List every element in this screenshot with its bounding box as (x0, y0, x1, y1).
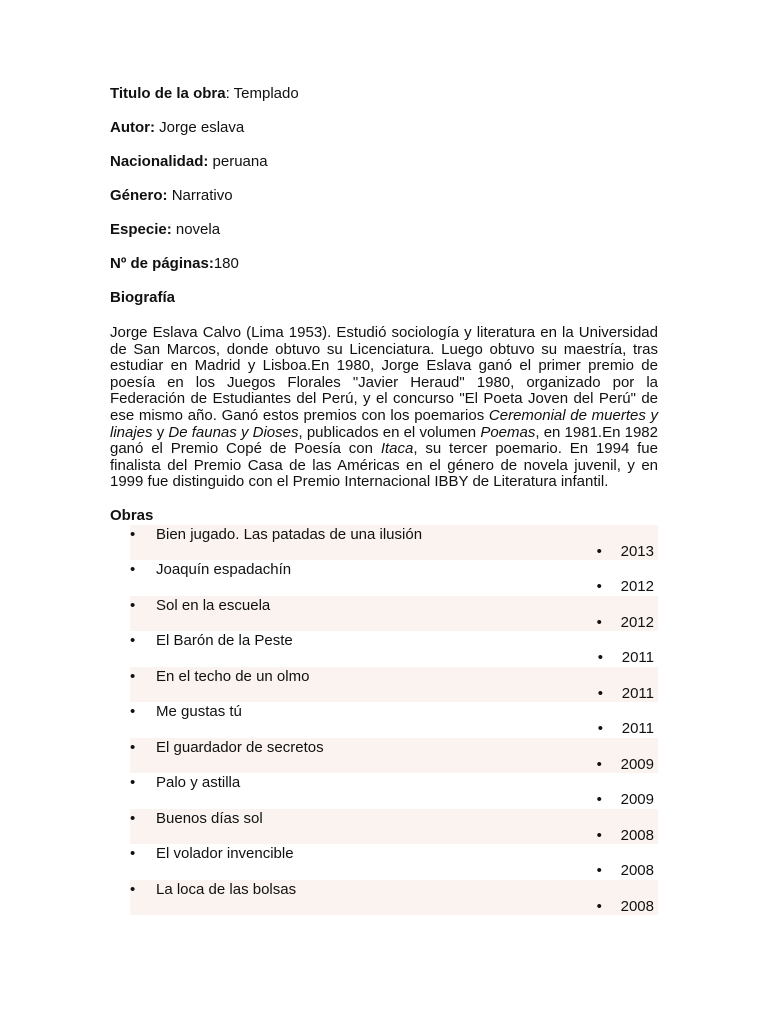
work-item (130, 560, 658, 596)
bullet-icon: • (130, 703, 136, 721)
field-label: Nacionalidad: (110, 153, 209, 170)
work-title (130, 526, 422, 544)
works-list (130, 525, 658, 916)
work-title (130, 632, 293, 650)
work-year (597, 579, 654, 595)
bio-text-5: , su tercer poemario. En 1994 fue finalista del Premio Casa de las Américas en el género de novela juvenil, y en 1999 fue distinguido con el Premio Internacional IBBY de Literatura infantil. (110, 440, 658, 491)
bullet-icon: • (130, 880, 136, 898)
work-year-text: 2012 (620, 613, 654, 631)
bullet-icon: • (130, 809, 136, 827)
bullet-icon: • (596, 578, 602, 596)
work-title-text: Joaquín espadachín (156, 561, 292, 579)
work-year-text: 2009 (620, 791, 654, 809)
bio-text-2: y (152, 423, 169, 441)
work-title (130, 739, 324, 757)
work-year (597, 615, 654, 631)
field-label: Nº de páginas: (110, 255, 214, 272)
bullet-icon: • (596, 542, 602, 560)
bullet-icon: • (130, 525, 136, 543)
work-title-text: Buenos días sol (156, 809, 263, 827)
work-title (130, 597, 270, 615)
field-label: Titulo de la obra (110, 85, 226, 102)
bio-text-4: , en 1981.En 1982 ganó el Premio Copé de Poesía con (110, 423, 658, 458)
field-row (110, 221, 658, 255)
work-year-text: 2011 (621, 684, 654, 702)
bio-italic-4: Itaca (380, 440, 414, 458)
bullet-icon: • (596, 826, 602, 844)
bullet-icon: • (597, 720, 603, 738)
bullet-icon: • (596, 862, 602, 880)
biography-heading: Biografía (110, 289, 176, 306)
bullet-icon: • (130, 845, 136, 863)
field-value: 180 (213, 255, 239, 272)
bio-text-1: Jorge Eslava Calvo (Lima 1953). Estudió sociología y literatura en la Universidad de San Marcos, donde obtuvo su Licenciatura. Luego obtuvo su maestría, tras estudiar en Madrid y Lisboa.En 1980, Jorge Eslava ganó el primer premio de poesía en los Juegos Florales "Javier Heraud" 1980, organizado por la Federación de Estudiantes del Perú, y el concurso "El Poeta Joven del Perú" de ese mismo año. Ganó estos premios con los poemarios (110, 324, 658, 424)
work-year (597, 792, 654, 808)
work-year (598, 650, 654, 666)
field-row (110, 119, 658, 153)
work-year-text: 2011 (621, 649, 654, 667)
bullet-icon: • (130, 738, 136, 756)
work-item (130, 738, 658, 774)
work-item (130, 773, 658, 809)
work-year (597, 544, 654, 560)
bullet-icon: • (130, 774, 136, 792)
work-title-text: Bien jugado. Las patadas de una ilusión (156, 525, 423, 543)
work-year (598, 721, 654, 737)
work-item (130, 809, 658, 845)
work-title-text: El Barón de la Peste (156, 632, 293, 650)
work-title-text: Me gustas tú (156, 703, 242, 721)
work-title (130, 561, 291, 579)
work-title-text: Sol en la escuela (156, 596, 271, 614)
field-separator: : (225, 85, 234, 102)
bio-italic-2: De faunas y Dioses (168, 423, 299, 441)
work-title (130, 703, 242, 721)
field-row (110, 85, 658, 119)
field-label: Autor: (110, 119, 155, 136)
work-year-text: 2008 (620, 862, 654, 880)
bullet-icon: • (596, 613, 602, 631)
work-item (130, 596, 658, 632)
work-item (130, 525, 658, 561)
bullet-icon: • (596, 755, 602, 773)
work-year (597, 828, 654, 844)
work-year-text: 2012 (620, 578, 654, 596)
field-row (110, 187, 658, 221)
metadata-fields (110, 85, 658, 289)
work-title (130, 810, 263, 828)
work-year (597, 757, 654, 773)
field-row (110, 153, 658, 187)
work-title-text: La loca de las bolsas (156, 880, 297, 898)
work-year-text: 2013 (620, 542, 654, 560)
field-label: Género: (110, 187, 168, 204)
work-title (130, 668, 309, 686)
work-item (130, 880, 658, 916)
work-title-text: El guardador de secretos (156, 738, 324, 756)
work-item (130, 844, 658, 880)
bio-text-3: , publicados en el volumen (298, 423, 481, 441)
bullet-icon: • (597, 684, 603, 702)
work-year-text: 2009 (620, 755, 654, 773)
bullet-icon: • (596, 791, 602, 809)
work-year (597, 899, 654, 915)
bullet-icon: • (596, 897, 602, 915)
field-value: peruana (212, 153, 268, 170)
bullet-icon: • (130, 596, 136, 614)
work-year (598, 686, 654, 702)
work-year (597, 863, 654, 879)
work-year-text: 2008 (620, 826, 654, 844)
work-title (130, 774, 240, 792)
document-page (110, 85, 658, 915)
work-year-text: 2011 (621, 720, 654, 738)
bullet-icon: • (130, 667, 136, 685)
field-value: Narrativo (171, 187, 233, 204)
bullet-icon: • (130, 561, 136, 579)
field-row (110, 255, 658, 289)
work-item (130, 702, 658, 738)
field-value: Templado (233, 85, 299, 102)
field-value: Jorge eslava (159, 119, 245, 136)
bullet-icon: • (597, 649, 603, 667)
field-value: novela (175, 221, 221, 238)
bio-italic-3: Poemas (480, 423, 536, 441)
work-title-text: El volador invencible (156, 845, 294, 863)
work-item (130, 631, 658, 667)
work-year-text: 2008 (620, 897, 654, 915)
work-title (130, 881, 296, 899)
bio-italic-1: Ceremonial de muertes y linajes (110, 406, 658, 441)
work-title-text: Palo y astilla (156, 774, 241, 792)
field-label: Especie: (110, 221, 172, 238)
works-heading: Obras (110, 506, 154, 524)
work-title-text: En el techo de un olmo (156, 667, 310, 685)
biography-text (110, 325, 658, 491)
work-title (130, 845, 294, 863)
work-item (130, 667, 658, 703)
bullet-icon: • (130, 632, 136, 650)
